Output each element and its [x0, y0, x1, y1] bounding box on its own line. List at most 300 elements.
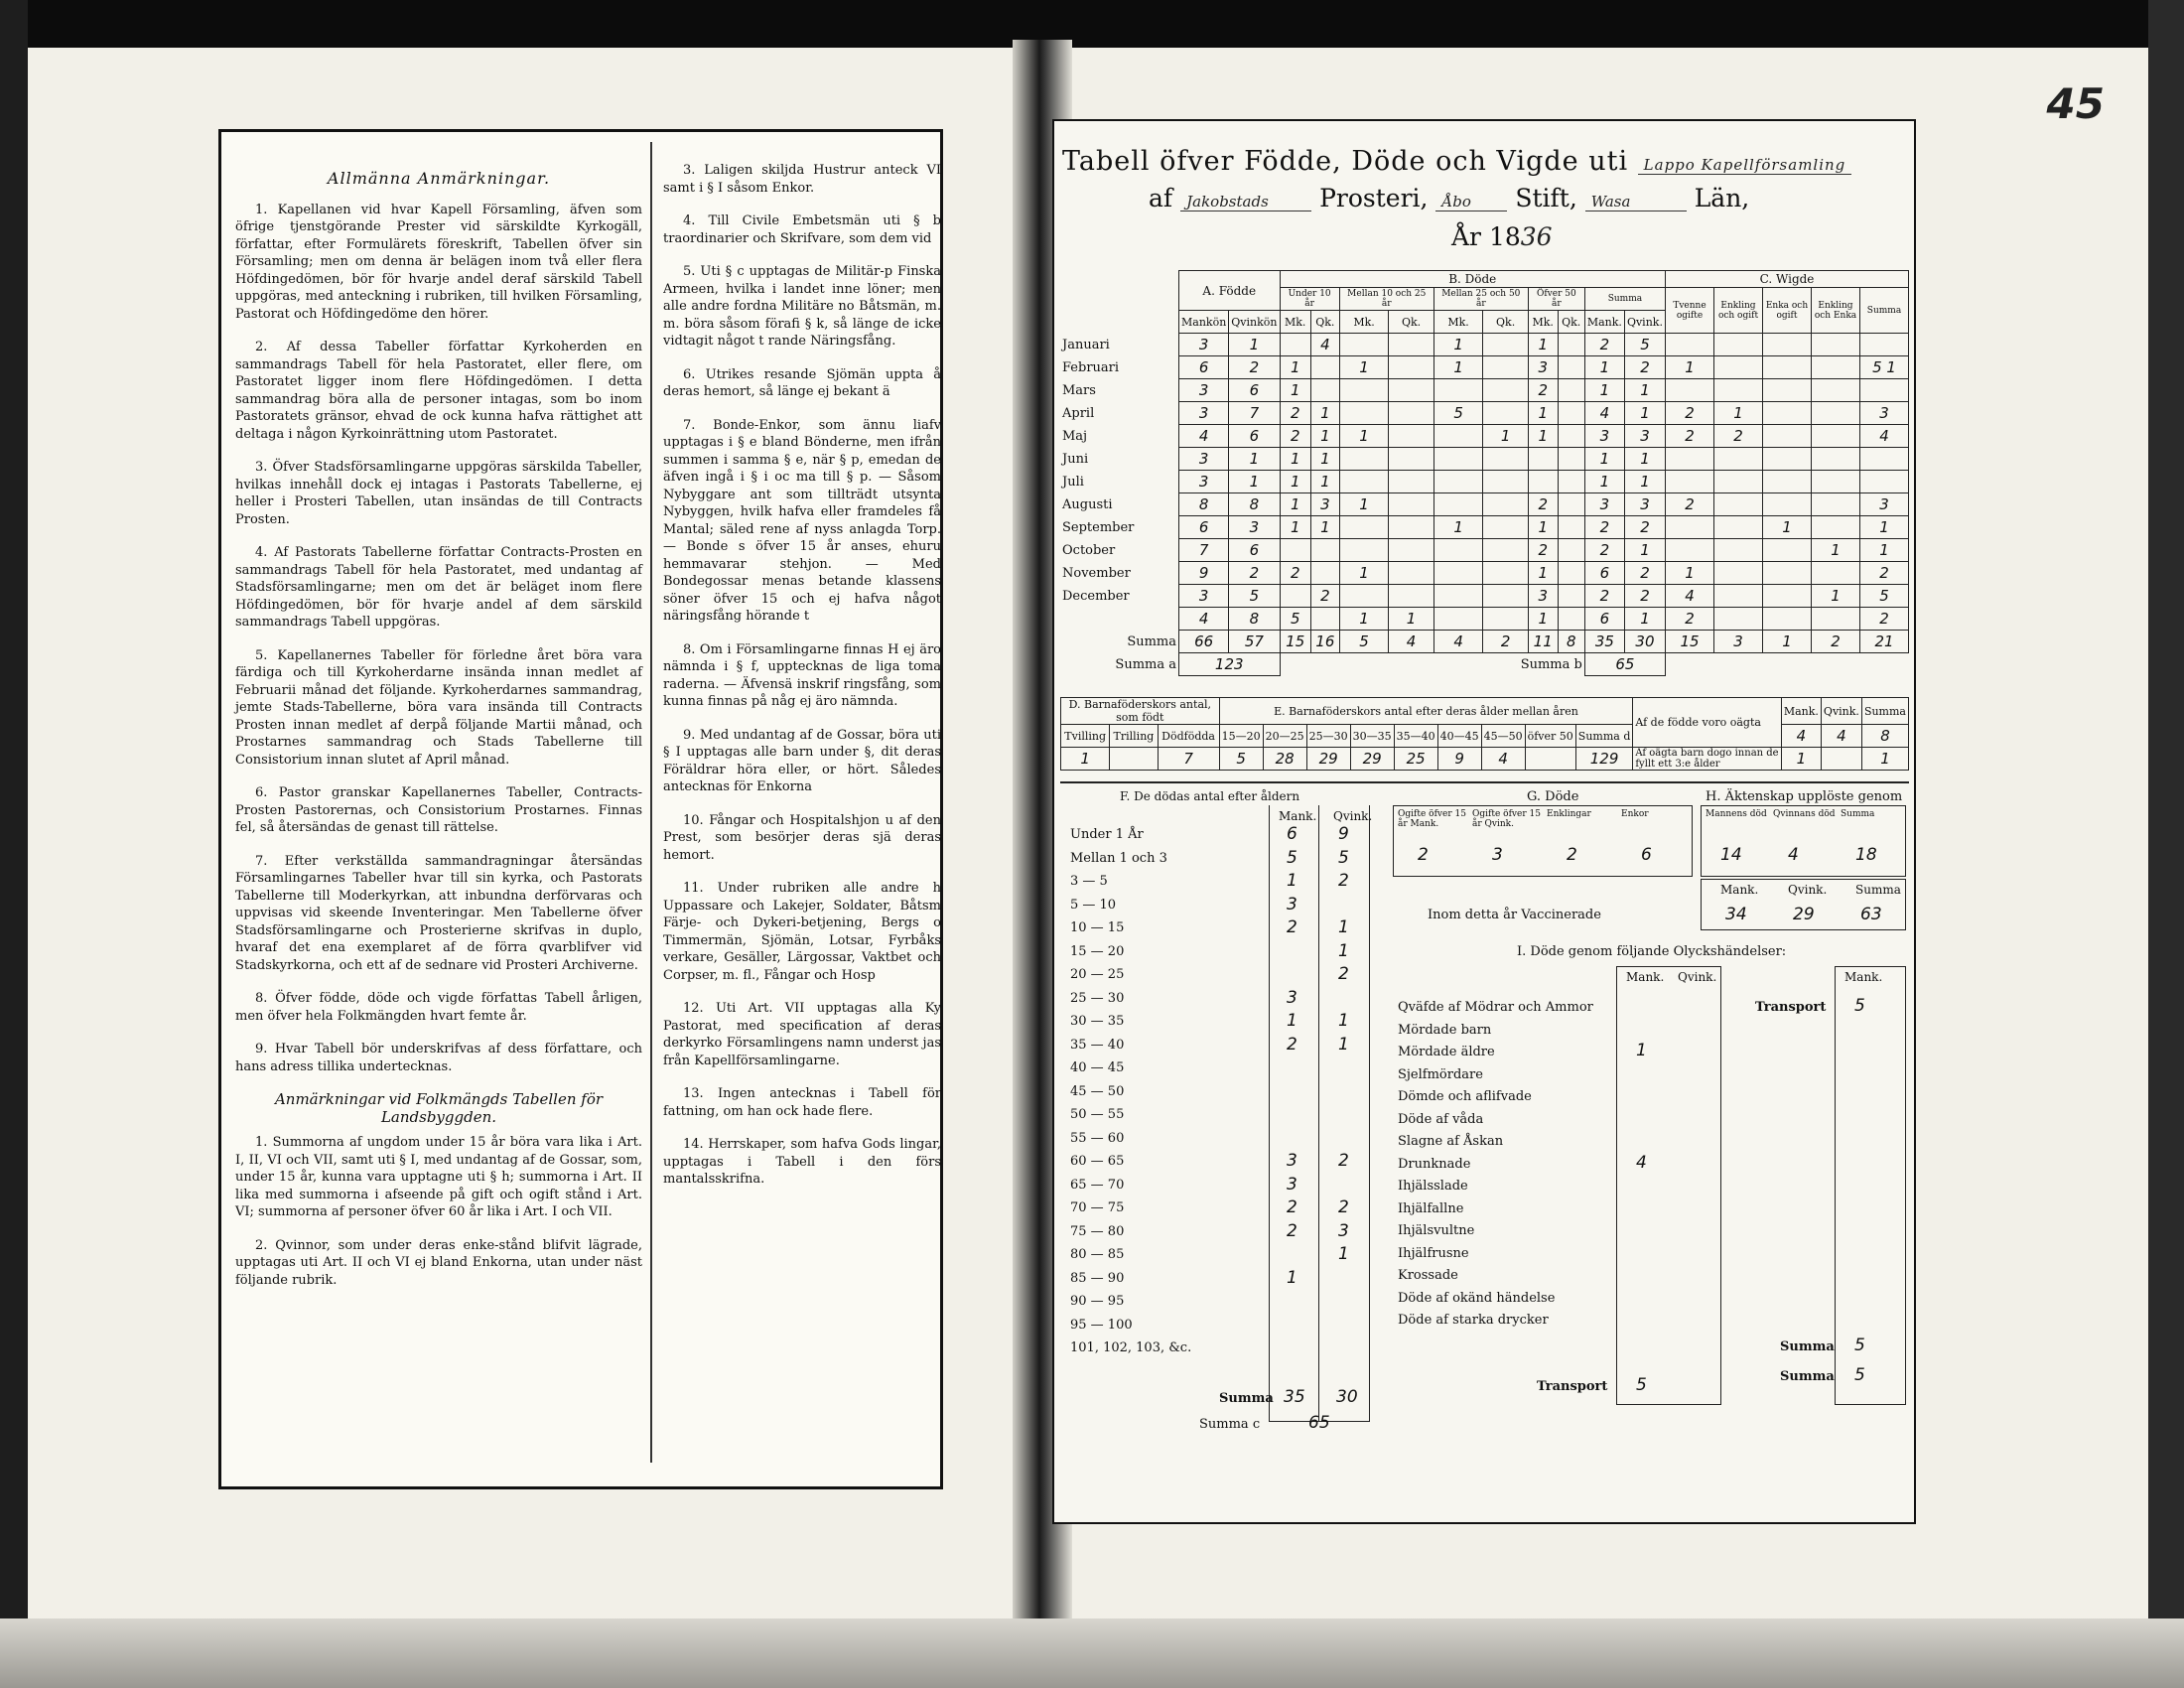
marriages-cell: [1666, 379, 1714, 402]
instruction-paragraph: 9. Med undantag af de Gossar, böra uti § I upptagas alle barn under §, dit deras Föräldrar höra eller, or hört. Således antecknas för Enkorna: [663, 727, 941, 794]
deaths-cell: [1310, 379, 1339, 402]
death-age-header: Under 10 år: [1280, 288, 1339, 311]
deaths-cell: [1433, 585, 1483, 608]
deaths-cell: [1389, 334, 1433, 356]
age-row-label: 3 — 5: [1070, 874, 1108, 889]
marriage-type-header: Tvenne ogifte: [1666, 288, 1714, 334]
marriages-cell: 2: [1666, 402, 1714, 425]
age-row-mank: 1: [1287, 871, 1297, 891]
sex-header: Mk.: [1339, 311, 1389, 334]
block-e-value: 28: [1263, 748, 1306, 771]
stift-label: Stift,: [1515, 184, 1577, 212]
block-d-title: D. Barnaföderskors antal, som födt: [1061, 698, 1220, 725]
deaths-cell: 1: [1280, 493, 1310, 516]
marriages-cell: [1763, 334, 1812, 356]
deaths-cell: 5: [1624, 334, 1665, 356]
deaths-cell: [1339, 585, 1389, 608]
month-row: [1060, 562, 1909, 585]
marriages-cell: [1860, 448, 1909, 471]
deaths-cell: [1483, 562, 1528, 585]
age-row-mank: 2: [1287, 1220, 1297, 1241]
transport-columns: [1835, 966, 1906, 1405]
age-row-label: 40 — 45: [1070, 1060, 1125, 1075]
block-e-col: 35—40: [1394, 725, 1437, 748]
accident-label: Ihjälsslade: [1398, 1179, 1468, 1194]
deaths-cell: 2: [1624, 516, 1665, 539]
instructions-page: [218, 129, 943, 1489]
deaths-cell: 1: [1584, 448, 1624, 471]
age-row-qvink: 9: [1338, 824, 1349, 844]
block-f-summa-qvink: 30: [1336, 1387, 1358, 1407]
marriages-cell: 2: [1860, 608, 1909, 631]
deaths-cell: 1: [1528, 402, 1558, 425]
marriages-cell: [1714, 585, 1763, 608]
deaths-cell: [1483, 585, 1528, 608]
deaths-cell: [1433, 562, 1483, 585]
death-age-header: Mellan 25 och 50 år: [1433, 288, 1528, 311]
month-row: [1060, 471, 1909, 493]
sex-header: Qvink.: [1624, 311, 1665, 334]
prosteri-label: Prosteri,: [1319, 184, 1429, 212]
deaths-cell: 3: [1584, 425, 1624, 448]
instruction-paragraph: 5. Uti § c upptagas de Militär-p Finska Armeen, hvilka i landet inne löner; men alle andre fordna Militäre no Båtsmän, m. m. böra såsom förafi § k, så länge de icke vidtagit något t rande Näringsfång.: [663, 264, 941, 349]
deaths-total: 30: [1624, 631, 1665, 653]
summa-b-label: Summa b: [1280, 653, 1584, 676]
block-g-col: Ogifte öfver 15 år Mank.: [1398, 809, 1466, 829]
births-cell: 6: [1229, 539, 1280, 562]
age-row-mank: 2: [1287, 917, 1297, 937]
marriages-cell: [1860, 379, 1909, 402]
vaccination-header: Mank.: [1720, 883, 1759, 897]
deaths-cell: [1389, 493, 1433, 516]
marriage-type-header: Enkling och Enka: [1812, 288, 1860, 334]
deaths-cell: 1: [1624, 402, 1665, 425]
lower-section: [1060, 781, 1909, 1498]
section-a-header: A. Födde: [1179, 271, 1281, 311]
marriages-cell: [1812, 448, 1860, 471]
block-g-value: 2: [1418, 845, 1429, 865]
month-header-blank: [1060, 271, 1179, 334]
deaths-total: 35: [1584, 631, 1624, 653]
births-cell: 3: [1179, 585, 1229, 608]
age-row-label: 70 — 75: [1070, 1200, 1125, 1215]
deaths-cell: [1483, 539, 1528, 562]
month-label: Augusti: [1060, 493, 1179, 516]
block-h-col: Mannens död: [1706, 809, 1767, 819]
block-h-title: H. Äktenskap upplöste genom: [1706, 789, 1903, 804]
instruction-paragraph: 3. Öfver Stadsförsamlingarne uppgöras särskilda Tabeller, hvilkas innehåll dock ej intagas i Pastorats Tabellerne, ej heller i Prosteri Tabellen, utan insändas de till Contracts Prosten.: [235, 460, 642, 527]
marriages-cell: 1: [1714, 402, 1763, 425]
age-row-label: 25 — 30: [1070, 990, 1125, 1006]
deaths-cell: 1: [1339, 356, 1389, 379]
marriages-cell: [1714, 516, 1763, 539]
age-row-label: 90 — 95: [1070, 1294, 1125, 1309]
sex-header: Mk.: [1433, 311, 1483, 334]
block-i-summa2-label: Summa: [1780, 1369, 1835, 1384]
month-row: [1060, 608, 1909, 631]
deaths-cell: 1: [1339, 562, 1389, 585]
marriages-cell: 4: [1860, 425, 1909, 448]
marriages-cell: [1763, 493, 1812, 516]
deaths-total: 11: [1528, 631, 1558, 653]
deaths-cell: [1483, 379, 1528, 402]
instruction-paragraph: 5. Kapellanernes Tabeller för förledne året böra vara färdiga och till Kyrkoherdarne insända innan medlet af Februarii månad det följande. Kyrkoherdarnes sammandrag, jemte Stads-Tabellerne, böra vara insända till Contracts Prosten innan medlet af derpå följande Martii månad, och Prostarnes sammandrag och Stads Tabellerne till Consistorium innan slutet af April månad.: [235, 647, 642, 768]
instruction-paragraph: 6. Pastor granskar Kapellanernes Tabeller, Contracts-Prosten Pastorernas, och Consistorium Prostarnes. Finnas fel, så återsändas de genast till rättelse.: [235, 785, 642, 835]
block-f-summa-mank: 35: [1284, 1387, 1305, 1407]
accident-label: Krossade: [1398, 1268, 1458, 1283]
sex-header: Mank.: [1584, 311, 1624, 334]
block-e-value: 9: [1437, 748, 1481, 771]
month-row: [1060, 585, 1909, 608]
marriages-cell: [1666, 471, 1714, 493]
illegit-row2-label: Af oägta barn dogo innan de fyllt ett 3:e ålder: [1633, 748, 1781, 771]
births-cell: 6: [1179, 516, 1229, 539]
instruction-paragraph: 8. Öfver födde, döde och vigde författas Tabell årligen, men öfver hela Folkmängden hvart femte år.: [235, 991, 642, 1024]
marriages-cell: 5: [1860, 585, 1909, 608]
deaths-cell: 2: [1624, 356, 1665, 379]
marriages-total: 21: [1860, 631, 1909, 653]
block-e-value: 29: [1350, 748, 1394, 771]
instruction-paragraph: 3. Laligen skiljda Hustrur anteck VI samt i § I såsom Enkor.: [663, 163, 941, 196]
age-row-mank: 1: [1287, 1267, 1297, 1288]
block-g-title: G. Döde: [1527, 789, 1579, 804]
age-row-label: 85 — 90: [1070, 1270, 1125, 1286]
accident-label: Ihjälsvultne: [1398, 1223, 1475, 1238]
age-row-label: Under 1 År: [1070, 827, 1144, 842]
transport-col-label: Transport: [1755, 1000, 1827, 1015]
block-f-summa-label: Summa: [1219, 1391, 1274, 1406]
deaths-cell: 2: [1528, 539, 1558, 562]
deaths-cell: 1: [1624, 539, 1665, 562]
deaths-cell: 5: [1433, 402, 1483, 425]
block-d-value: 1: [1061, 748, 1110, 771]
instruction-paragraph: 12. Uti Art. VII upptagas alla Ky Pastorat, med specification af deras derkyrko Församlingens namn underst jas från Kapellförsamlingarne.: [663, 1001, 941, 1068]
marriages-cell: 4: [1666, 585, 1714, 608]
block-f-mank-header: Mank.: [1279, 809, 1317, 823]
marriages-cell: [1763, 539, 1812, 562]
age-row-label: 20 — 25: [1070, 967, 1125, 982]
deaths-cell: 1: [1528, 562, 1558, 585]
page-number: 45: [2046, 79, 2105, 128]
age-row-label: 50 — 55: [1070, 1107, 1125, 1122]
deaths-cell: [1528, 448, 1558, 471]
statistics-form-page: [1052, 119, 1916, 1524]
deaths-cell: 1: [1483, 425, 1528, 448]
deaths-cell: [1310, 539, 1339, 562]
deaths-cell: [1483, 356, 1528, 379]
deaths-cell: 1: [1624, 379, 1665, 402]
section-c-header: C. Wigde: [1666, 271, 1909, 288]
marriages-total: 2: [1812, 631, 1860, 653]
instruction-paragraph: 7. Bonde-Enkor, som ännu liafv upptagas i § e bland Bönderne, men ifrån summen i samma § e, när § p, emedan de äfven ingå i § i oc ma till § p. — Såsom Nybyggare ant som tillträdt utsynta Nybyggen, hvilk hafva eller framdeles få Mantal; säled rene af nyss anlagda Torp. — Bonde s öfver 15 år anses, ehuru hemmavarar stehjon. — Med Bondegossar menas betande klassens söner öfver 15 och ej hafva något näringsfång hörande t: [663, 417, 941, 624]
deaths-total: 5: [1339, 631, 1389, 653]
births-cell: 4: [1179, 608, 1229, 631]
illegit-value: 1: [1861, 748, 1908, 771]
illegit-value: [1821, 748, 1861, 771]
blank-cell: [1666, 653, 1909, 676]
summa-row: [1060, 631, 1909, 653]
month-row: [1060, 539, 1909, 562]
deaths-total: 15: [1280, 631, 1310, 653]
deaths-cell: [1558, 539, 1584, 562]
vaccination-header: Qvink.: [1788, 883, 1828, 897]
sex-header: Mk.: [1528, 311, 1558, 334]
marriages-cell: 2: [1666, 608, 1714, 631]
accident-label: Döde af våda: [1398, 1111, 1484, 1127]
block-e-col: öfver 50: [1525, 725, 1575, 748]
deaths-cell: [1558, 334, 1584, 356]
marriages-cell: [1763, 379, 1812, 402]
month-label: Juni: [1060, 448, 1179, 471]
age-row-qvink: 2: [1338, 1151, 1349, 1171]
deaths-cell: [1433, 608, 1483, 631]
marriages-cell: [1763, 608, 1812, 631]
accident-label: Mördade barn: [1398, 1022, 1492, 1038]
instruction-paragraph: 1. Summorna af ungdom under 15 år böra vara lika i Art. I, II, VI och VII, samt uti § I, med undantag af de Gossar, som, under 15 år, kunna vara upptagne uti § h; summorna i Art. II lika med summorna i afseende på gift och ogift stånd i Art. VI; summorna af personer öfver 60 år lika i Art. I och VII.: [235, 1135, 642, 1219]
deaths-total: 4: [1433, 631, 1483, 653]
births-cell: 7: [1179, 539, 1229, 562]
deaths-total: 2: [1483, 631, 1528, 653]
month-label: [1060, 608, 1179, 631]
age-row-qvink: 2: [1338, 871, 1349, 891]
deaths-cell: [1389, 425, 1433, 448]
deaths-cell: 2: [1280, 425, 1310, 448]
marriages-cell: 2: [1666, 425, 1714, 448]
block-f-qvink-header: Qvink.: [1333, 809, 1373, 823]
vaccination-label: Inom detta år Vaccinerade: [1428, 908, 1601, 922]
block-h-col: Summa: [1841, 809, 1875, 819]
deaths-cell: 1: [1280, 448, 1310, 471]
deaths-cell: [1483, 448, 1528, 471]
deaths-cell: 2: [1280, 402, 1310, 425]
deaths-cell: 2: [1584, 585, 1624, 608]
block-f-title: F. De dödas antal efter åldern: [1120, 789, 1300, 803]
month-row: [1060, 379, 1909, 402]
deaths-cell: 3: [1528, 585, 1558, 608]
deaths-cell: 1: [1280, 516, 1310, 539]
marriages-cell: [1763, 356, 1812, 379]
block-f-column-lines: [1269, 805, 1373, 1422]
deaths-cell: [1389, 471, 1433, 493]
marriages-cell: [1714, 356, 1763, 379]
deaths-cell: [1339, 471, 1389, 493]
death-age-header: Mellan 10 och 25 år: [1339, 288, 1433, 311]
deaths-cell: 1: [1584, 471, 1624, 493]
month-label: September: [1060, 516, 1179, 539]
age-row-mank: 6: [1287, 824, 1297, 844]
deaths-cell: 1: [1339, 608, 1389, 631]
block-g-value: 3: [1492, 845, 1503, 865]
deaths-cell: 3: [1624, 493, 1665, 516]
block-e-col: 40—45: [1437, 725, 1481, 748]
age-row-mank: 3: [1287, 894, 1297, 914]
instruction-paragraph: 11. Under rubriken alle andre h Uppassare och Lakejer, Soldater, Båtsm Färje- och Dykeri-betjening, Bergs o Timmermän, Sjömän, Lotsar, Fyrbåks verkare, Gesäller, Lärgossar, Vaktbet och Corpser, m. fl., Fångar och Hosp: [663, 881, 941, 983]
accident-label: Drunknade: [1398, 1156, 1471, 1172]
deaths-cell: 1: [1528, 425, 1558, 448]
deaths-cell: 1: [1310, 402, 1339, 425]
marriages-cell: [1860, 334, 1909, 356]
deaths-cell: 1: [1624, 471, 1665, 493]
deaths-cell: [1558, 425, 1584, 448]
deaths-cell: 5: [1280, 608, 1310, 631]
instruction-paragraph: 10. Fångar och Hospitalshjon u af den Prest, som besörjer deras sjä deras hemort.: [663, 812, 941, 863]
deaths-cell: 3: [1584, 493, 1624, 516]
instruction-paragraph: 2. Af dessa Tabeller författar Kyrkoherden en sammandrags Tabell för hela Pastoratet, eller flere, om Pastoratet ligger inom flere Höfdingedömen. I detta sammandrag böra alla de personer intagas, som bo inom Pastoratets gränsor, ehvad de ock kunna hafva rättighet att deltaga i någon Kyrkoinrättning utom Pastoratet.: [235, 340, 642, 442]
vaccination-box: [1701, 879, 1906, 930]
marriage-type-header: Enkling och ogift: [1714, 288, 1763, 334]
age-row-label: 45 — 50: [1070, 1083, 1125, 1099]
marriage-type-header: Summa: [1860, 288, 1909, 334]
marriages-cell: [1666, 516, 1714, 539]
deaths-cell: [1389, 402, 1433, 425]
marriages-cell: [1763, 425, 1812, 448]
deaths-cell: [1339, 379, 1389, 402]
births-cell: 8: [1179, 493, 1229, 516]
block-h-value: 4: [1788, 845, 1799, 865]
block-i-summa-value: 5: [1854, 1336, 1865, 1355]
age-row-mank: 3: [1287, 1174, 1297, 1195]
county-name: Wasa: [1585, 193, 1687, 211]
age-row-mank: 5: [1287, 847, 1297, 868]
deaths-cell: [1558, 448, 1584, 471]
births-cell: 1: [1229, 448, 1280, 471]
deaths-cell: 1: [1310, 516, 1339, 539]
age-row-qvink: 3: [1338, 1220, 1349, 1241]
deaths-cell: [1483, 493, 1528, 516]
deaths-cell: 1: [1528, 334, 1558, 356]
block-f-mid-line: [1318, 805, 1319, 1421]
accident-label: Ihjälfrusne: [1398, 1245, 1469, 1261]
block-d-value: [1110, 748, 1158, 771]
block-d-col: Trilling: [1110, 725, 1158, 748]
deaths-cell: 1: [1433, 334, 1483, 356]
marriages-cell: [1714, 539, 1763, 562]
deaths-cell: 1: [1280, 356, 1310, 379]
deaths-cell: [1433, 448, 1483, 471]
marriages-cell: 1: [1812, 585, 1860, 608]
births-cell: 9: [1179, 562, 1229, 585]
illegit-row1-label: Af de födde voro oägta: [1633, 698, 1781, 748]
block-e-col: Summa d: [1575, 725, 1633, 748]
births-cell: 8: [1229, 608, 1280, 631]
instruction-paragraph: 6. Utrikes resande Sjömän uppta å deras hemort, så länge ej bekant ä: [663, 366, 941, 399]
transport-value: 5: [1636, 1375, 1647, 1395]
mothers-table: [1060, 697, 1909, 771]
deaths-cell: 1: [1528, 608, 1558, 631]
deaths-cell: [1558, 471, 1584, 493]
accident-label: Döde af starka drycker: [1398, 1313, 1549, 1328]
summa-label: Summa: [1060, 631, 1179, 653]
births-cell: 3: [1179, 379, 1229, 402]
death-age-header: Öfver 50 år: [1528, 288, 1584, 311]
transport-label: Transport: [1537, 1379, 1608, 1394]
accident-label: Sjelfmördare: [1398, 1066, 1483, 1082]
block-g-value: 2: [1567, 845, 1577, 865]
accident-mank: 4: [1636, 1152, 1647, 1173]
births-cell: 1: [1229, 334, 1280, 356]
deaths-cell: 1: [1389, 608, 1433, 631]
instruction-paragraph: 2. Qvinnor, som under deras enke-stånd blifvit lägrade, upptagas uti Art. II och VI ej bland Enkorna, utan under näst följande rubrik.: [235, 1237, 642, 1288]
marriages-cell: [1860, 471, 1909, 493]
month-row: [1060, 493, 1909, 516]
marriages-cell: [1812, 562, 1860, 585]
sex-header: Qk.: [1558, 311, 1584, 334]
age-row-label: 5 — 10: [1070, 897, 1117, 913]
marriages-total: 3: [1714, 631, 1763, 653]
births-cell: 6: [1179, 356, 1229, 379]
deaths-cell: 2: [1528, 493, 1558, 516]
deaths-cell: [1310, 608, 1339, 631]
accident-mank: 1: [1636, 1041, 1647, 1060]
deaths-cell: 1: [1310, 425, 1339, 448]
deaths-cell: [1433, 493, 1483, 516]
age-row-mank: 3: [1287, 987, 1297, 1008]
instruction-paragraph: 4. Af Pastorats Tabellerne författar Contracts-Prosten en sammandrags Tabell för hela Pastoratet, med undantag af Stadsförsamlingarne; men om det är beläget inom flere Höfdingedömen, bör för hvarje andel af dem särskild sammandrags Tabell uppgöras.: [235, 545, 642, 630]
month-row: [1060, 425, 1909, 448]
deaths-total: 8: [1558, 631, 1584, 653]
marriages-cell: [1812, 425, 1860, 448]
age-row-qvink: 1: [1338, 1011, 1349, 1031]
births-cell: 2: [1229, 562, 1280, 585]
deaths-cell: [1558, 562, 1584, 585]
deaths-cell: [1483, 402, 1528, 425]
section-b-header: B. Döde: [1280, 271, 1666, 288]
instructions-subheading: Anmärkningar vid Folkmängds Tabellen för Landsbyggden.: [274, 1090, 604, 1126]
births-cell: 4: [1179, 425, 1229, 448]
deaths-cell: [1389, 539, 1433, 562]
form-title-text: Tabell öfver Födde, Döde och Vigde uti: [1062, 146, 1629, 177]
age-row-label: 10 — 15: [1070, 920, 1125, 935]
deaths-cell: 4: [1584, 402, 1624, 425]
deaths-cell: [1483, 608, 1528, 631]
marriages-cell: 1: [1763, 516, 1812, 539]
deaths-cell: [1310, 356, 1339, 379]
marriages-cell: [1763, 562, 1812, 585]
deaths-cell: 1: [1280, 471, 1310, 493]
accident-label: Slagne af Åskan: [1398, 1134, 1504, 1149]
scan-bottom-shade: [0, 1618, 2184, 1688]
deaths-cell: [1528, 471, 1558, 493]
age-row-mank: 3: [1287, 1151, 1297, 1171]
month-row: [1060, 334, 1909, 356]
marriages-cell: [1812, 608, 1860, 631]
instruction-paragraph: 1. Kapellanen vid hvar Kapell Församling, äfven som öfrige tjenstgörande Prester vid särskildte Kyrkogäll, författar, efter Formulärets föreskrift, Tabellen öfver sin Församling; men om denna är belägen inom två eller flera Höfdingedömen, bör för hvarje andel deraf särskild Tabell uppgöras, med anteckning i rubriken, till hvilken Församling, Pastorat och Höfdingedöme den hörer.: [235, 202, 642, 322]
form-year: [1451, 222, 1553, 251]
births-cell: 3: [1179, 402, 1229, 425]
age-row-mank: 2: [1287, 1197, 1297, 1217]
block-d-col: Tvilling: [1061, 725, 1110, 748]
block-h-box: [1701, 805, 1906, 877]
month-label: Februari: [1060, 356, 1179, 379]
age-row-mank: 2: [1287, 1034, 1297, 1055]
summa-a-value: 123: [1179, 653, 1281, 676]
month-label: December: [1060, 585, 1179, 608]
illegit-value: 8: [1861, 725, 1908, 748]
deaths-cell: [1558, 356, 1584, 379]
illegit-value: 4: [1781, 725, 1821, 748]
births-total: 66: [1179, 631, 1229, 653]
block-g-col: Ogifte öfver 15 år Qvink.: [1472, 809, 1541, 829]
block-e-value: 4: [1481, 748, 1525, 771]
accident-label: Mördade äldre: [1398, 1045, 1495, 1059]
marriages-cell: [1812, 379, 1860, 402]
age-row-label: 101, 102, 103, &c.: [1070, 1340, 1192, 1355]
age-row-label: 30 — 35: [1070, 1014, 1125, 1029]
lan-label: Län,: [1694, 184, 1750, 212]
births-cell: 6: [1229, 379, 1280, 402]
marriages-total: 1: [1763, 631, 1812, 653]
block-g-col: Enklingar: [1547, 809, 1591, 819]
